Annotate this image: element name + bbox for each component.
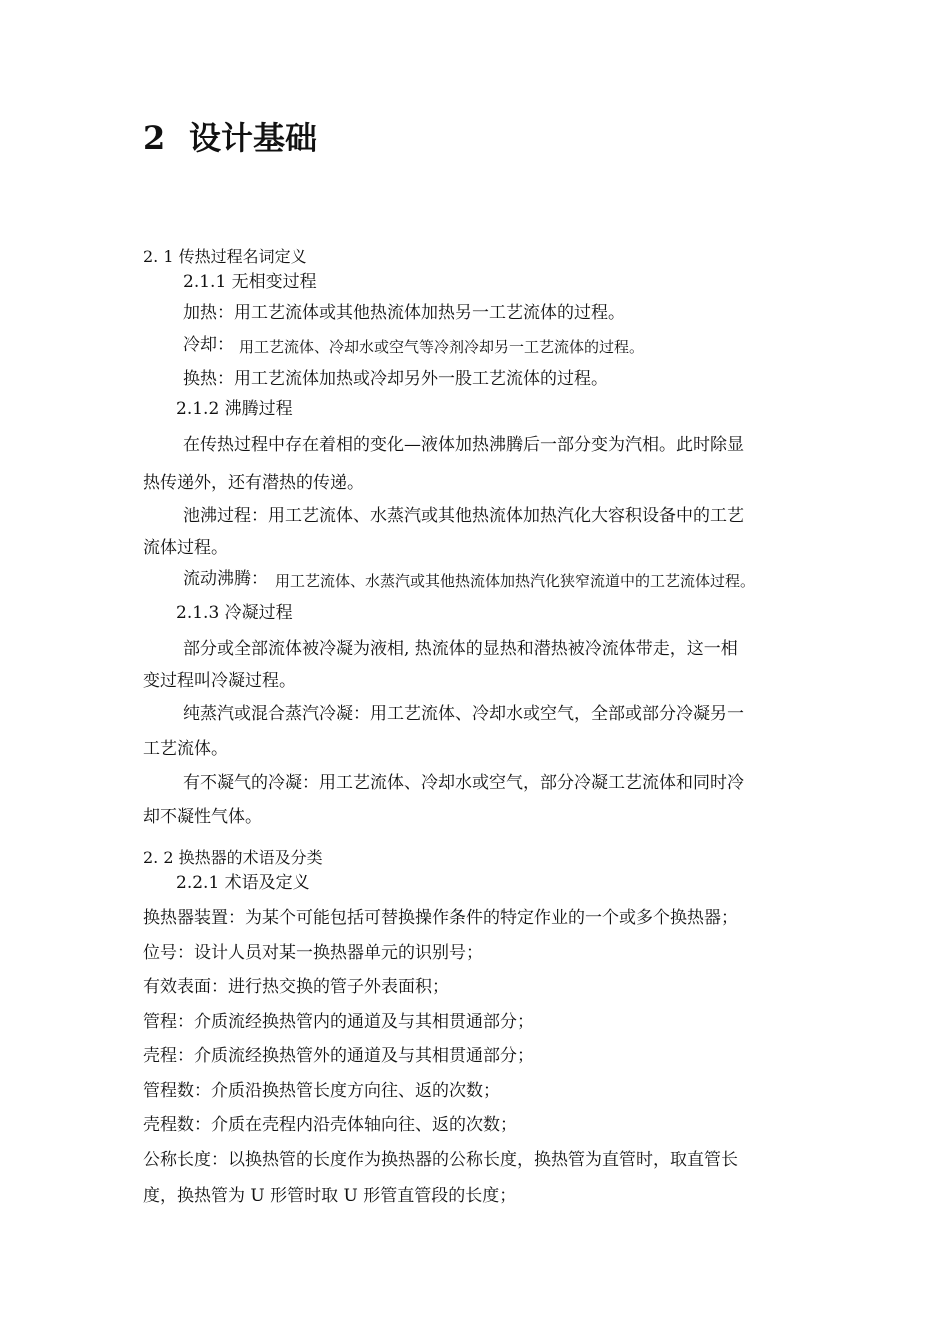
text-line: 变过程叫冷凝过程。 [143, 671, 296, 691]
text-line: 2. 2 换热器的术语及分类 [143, 848, 323, 867]
text-line: 有效表面：进行热交换的管子外表面积； [143, 977, 449, 997]
chapter-heading [143, 118, 317, 158]
text-line: 冷却： [183, 335, 234, 355]
text-line: 管程数：介质沿换热管长度方向往、返的次数； [143, 1081, 500, 1101]
text-line: 有不凝气的冷凝：用工艺流体、冷却水或空气，部分冷凝工艺流体和同时冷 [183, 773, 744, 793]
text-line: 用工艺流体、冷却水或空气等冷剂冷却另一工艺流体的过程。 [239, 338, 645, 356]
text-line: 公称长度：以换热管的长度作为换热器的公称长度，换热管为直管时，取直管长 [143, 1150, 738, 1170]
text-line: 壳程数：介质在壳程内沿壳体轴向往、返的次数； [143, 1115, 517, 1135]
text-line: 2.2.1 术语及定义 [176, 873, 310, 893]
text-line: 热传递外，还有潜热的传递。 [143, 473, 364, 493]
text-line: 位号：设计人员对某一换热器单元的识别号； [143, 943, 483, 963]
text-line: 2.1.3 冷凝过程 [176, 603, 293, 623]
text-line: 换热：用工艺流体加热或冷却另外一股工艺流体的过程。 [183, 369, 608, 389]
chapter-title: 设计基础 [189, 119, 318, 157]
text-line: 管程：介质流经换热管内的通道及与其相贯通部分； [143, 1012, 534, 1032]
text-line: 壳程：介质流经换热管外的通道及与其相贯通部分； [143, 1046, 534, 1066]
text-line: 2.1.1 无相变过程 [183, 272, 317, 292]
text-line: 换热器装置：为某个可能包括可替换操作条件的特定作业的一个或多个换热器； [143, 908, 738, 928]
chapter-number: 2 [143, 119, 166, 157]
text-line: 2. 1 传热过程名词定义 [143, 247, 307, 266]
text-line: 流体过程。 [143, 538, 228, 558]
text-line: 却不凝性气体。 [143, 807, 262, 827]
text-line: 度，换热管为 U 形管时取 U 形管直管段的长度； [143, 1186, 517, 1206]
text-line: 工艺流体。 [143, 739, 228, 759]
text-line: 部分或全部流体被冷凝为液相, 热流体的显热和潜热被冷流体带走，这一相 [183, 639, 738, 659]
text-line: 流动沸腾： [183, 569, 268, 589]
text-line: 用工艺流体、水蒸汽或其他热流体加热汽化狭窄流道中的工艺流体过程。 [275, 572, 756, 590]
text-line: 加热：用工艺流体或其他热流体加热另一工艺流体的过程。 [183, 303, 625, 323]
text-line: 2.1.2 沸腾过程 [176, 399, 293, 419]
text-line: 纯蒸汽或混合蒸汽冷凝：用工艺流体、冷却水或空气，全部或部分冷凝另一 [183, 704, 744, 724]
text-line: 在传热过程中存在着相的变化—液体加热沸腾后一部分变为汽相。此时除显 [183, 435, 744, 455]
text-line: 池沸过程：用工艺流体、水蒸汽或其他热流体加热汽化大容积设备中的工艺 [183, 506, 744, 526]
